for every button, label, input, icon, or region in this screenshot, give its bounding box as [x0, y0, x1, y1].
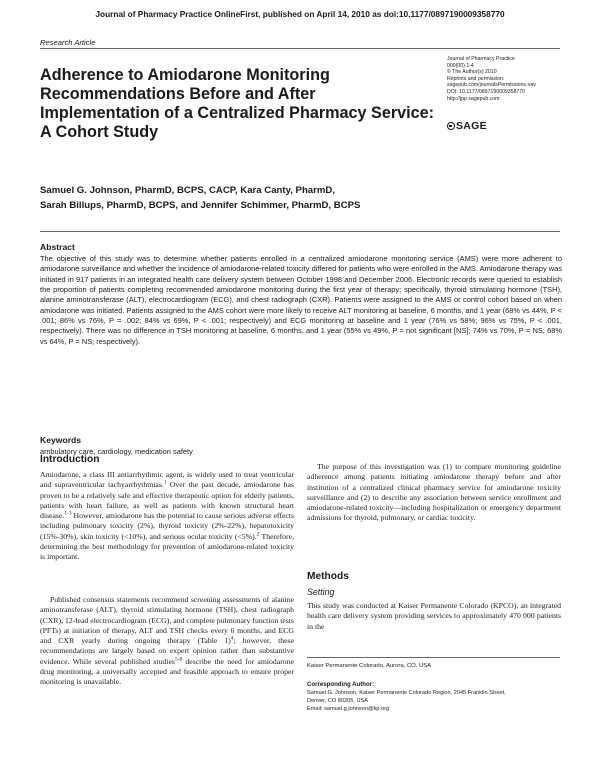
introduction-paragraph-2: [40, 595, 294, 688]
intro-p2-text-b: ; however, these recommendations are largely based on expert opinion rather than substantive evidence. While several published studies: [40, 636, 294, 666]
meta-site-link[interactable]: http://jpp.sagepub.com: [447, 95, 500, 102]
corresponding-author-details: [307, 690, 561, 713]
sage-logo-text: SAGE: [456, 120, 487, 132]
meta-journal: Journal of Pharmacy Practice: [447, 56, 515, 62]
meta-reprints: Reprints and permission:: [447, 75, 505, 82]
header-divider: [40, 48, 560, 49]
author-list: [40, 183, 560, 213]
setting-subheading: Setting: [307, 587, 335, 597]
article-type: Research Article: [40, 38, 96, 47]
abstract-divider: [40, 231, 560, 232]
author-line-2: Sarah Billups, PharmD, BCPS, and Jennifer Schimmer, PharmD, BCPS: [40, 200, 361, 211]
intro-p1-text-a: Amiodarone, a class III antiarrhythmic agent, is widely used to treat ventricular and supraventricular tachyarrhythmias.: [40, 470, 294, 490]
meta-volume: 000(00) 1-4: [447, 62, 474, 69]
citation-ref[interactable]: 1: [163, 479, 167, 486]
citation-ref[interactable]: 2: [256, 531, 260, 538]
citation-ref[interactable]: 1-3: [64, 510, 72, 517]
corr-address-line-2: Denver, CO 80205, USA: [307, 697, 368, 704]
running-head: Journal of Pharmacy Practice OnlineFirst, published on April 14, 2010 as doi:10.1177/0897190009358770: [95, 9, 505, 19]
sage-logo-icon: [447, 122, 455, 130]
intro-p2-text-c: describe the need for amiodarone drug monitoring, a universally accepted and feasible approach to ensure proper monitoring is unavailable.: [40, 656, 294, 687]
purpose-paragraph: The purpose of this investigation was (1) to compare monitoring guideline adherence among patients initiating amiodarone therapy before and after institution of a centralized clinical pharmacy service for amiodarone toxicity surveillance and (2) to describe any association between service enrollment and amiodarone-related toxicity—including hospitalization or emergency department admissions for thyroid, pulmonary, or cardiac toxicity.: [307, 462, 561, 523]
meta-permissions-link[interactable]: sagepub.com/journalsPermissions.nav: [447, 82, 536, 89]
citation-ref[interactable]: 4: [230, 635, 234, 642]
intro-p1-text-c: However, amiodarone has the potential to cause serious adverse effects including pulmonary toxicity (2%), thyroid toxicity (2%-22%), hepatotoxicity (15%-30%), skin toxicity (<10%), and serious ocular toxicity (<5%).: [40, 511, 294, 541]
intro-p2-text-a: Published consensus statements recommend screening assessments of alanine aminotransferase (ALT), thyroid stimulating hormone (TSH), chest radiograph (CXR), 12-lead electrocardiogram (ECG), and complete pulmonary function tests (PFTs) at initiation of therapy, ALT and TSH checks every 6 months, and ECG and CXR yearly during ongoing therapy (Table 1): [40, 595, 294, 646]
abstract-heading: Abstract: [40, 242, 75, 252]
corr-email-link[interactable]: Email: samuel.g.johnson@kp.org: [307, 705, 390, 712]
article-title: Adherence to Amiodarone Monitoring Recommendations Before and After Implementation of a Centralized Pharmacy Service: A Cohort Study: [40, 66, 435, 141]
footnote-divider: [307, 657, 560, 658]
keywords-text: ambulatory care, cardiology, medication safety: [40, 447, 193, 456]
journal-meta: [447, 56, 562, 102]
author-affiliation: Kaiser Permanente Colorado, Aurora, CO, USA: [307, 663, 432, 669]
methods-heading: Methods: [307, 571, 349, 582]
keywords-heading: Keywords: [40, 435, 82, 445]
setting-paragraph: This study was conducted at Kaiser Permanente Colorado (KPCO), an integrated health care delivery system providing services to approximately 470 000 patients in the: [307, 601, 561, 631]
corresponding-author-heading: Corresponding Author:: [307, 681, 375, 688]
introduction-paragraph-1: [40, 470, 294, 563]
corr-address-line-1: Samuel G. Johnson, Kaiser Permanente Colorado Region, 2045 Franklin Street,: [307, 690, 506, 696]
sage-logo: [447, 120, 487, 132]
introduction-heading: Introduction: [40, 454, 100, 465]
abstract-text: The objective of this study was to determine whether patients enrolled in a centralized amiodarone monitoring service (AMS) were more adherent to amiodarone surveillance and whether the incidence of amiodarone-related toxicity differed for patients who were enrolled in the AMS. Amiodarone therapy was initiated in 917 patients in an integrated health care delivery system between October 1998 and December 2006. Electronic records were queried to establish the proportion of patients completing recommended amiodarone monitoring during the first year of therapy; specifically, thyroid stimulating hormone (TSH), alanine aminotransferase (ALT), electrocardiogram (ECG), and chest radiograph (CXR). Patients were assigned to the AMS or control cohort based on when amiodarone was initiated. Patients assigned to the AMS cohort were more likely to receive ALT monitoring at baseline, 6 months, and 1 year (68% vs 44%, P < .001; 86% vs 76%, P = .002; 84% vs 69%, P < .001; respectively) and ECG monitoring at baseline and 1 year (76% vs 58%; 96% vs 75%, P < .001, respectively). There was no difference in TSH monitoring at baseline, 6 months, and 1 year (55% vs 49%, P = not significant [NS]; 74% vs 70%, P = NS; 68% vs 64%, P = NS; respectively).: [40, 254, 562, 346]
intro-p1-text-d: Therefore, determining the best methodology for prevention of amiodarone-related toxicity is important.: [40, 531, 295, 562]
citation-ref[interactable]: 5-8: [174, 656, 183, 663]
intro-p1-text-b: Over the past decade, amiodarone has proven to be a relatively safe and effective therapeutic option for elderly patients, patients with heart failure, as well as patients with known structural heart disease.: [40, 480, 295, 521]
author-line-1: Samuel G. Johnson, PharmD, BCPS, CACP, Kara Canty, PharmD,: [40, 185, 335, 196]
meta-copyright: © The Author(s) 2010: [447, 69, 497, 76]
meta-doi: DOI: 10.1177/0897190009358770: [447, 88, 526, 95]
